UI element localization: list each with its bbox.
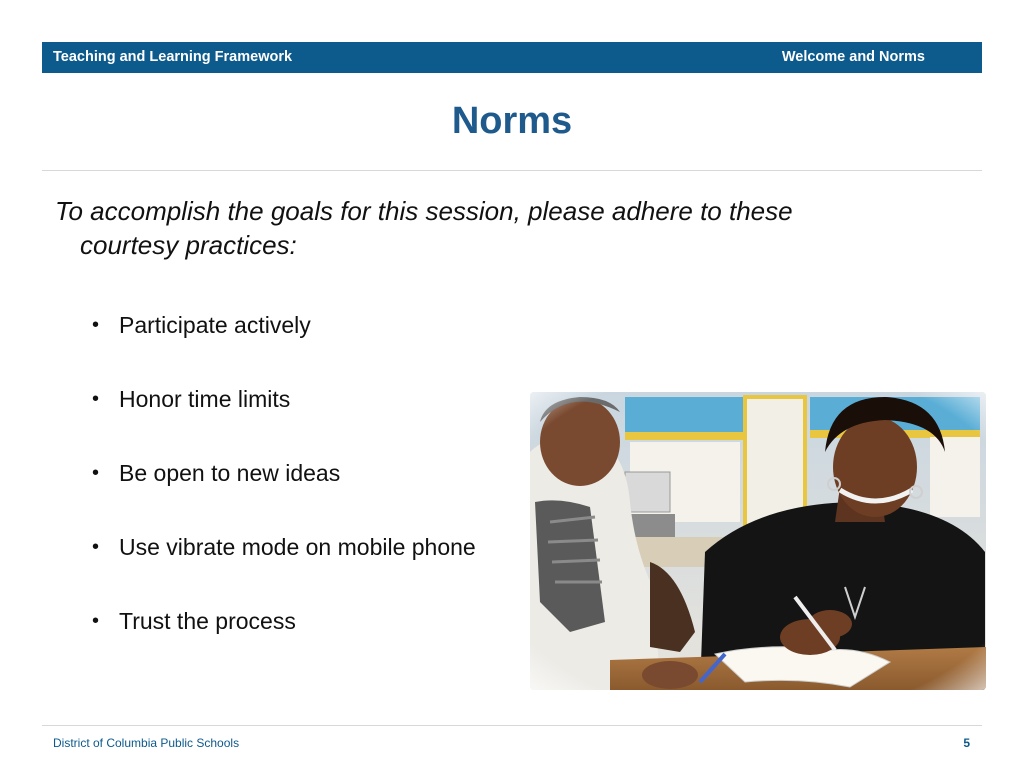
- bullet-marker: •: [92, 610, 100, 632]
- list-item-label: Participate actively: [119, 312, 311, 338]
- footer-organization: District of Columbia Public Schools: [53, 736, 240, 750]
- classroom-photo: [530, 392, 986, 690]
- list-item-label: Use vibrate mode on mobile phone: [119, 534, 476, 560]
- bullet-marker: •: [92, 388, 100, 410]
- bullet-marker: •: [92, 314, 100, 336]
- slide-title: Norms: [451, 100, 573, 142]
- footer-divider: [42, 725, 982, 726]
- header-bar: [42, 42, 982, 73]
- bullet-marker: •: [92, 536, 100, 558]
- page-number: 5: [963, 736, 970, 750]
- intro-line-1: To accomplish the goals for this session, please adhere to these: [55, 196, 793, 226]
- intro-line-2: courtesy practices:: [80, 230, 297, 260]
- framework-label: Teaching and Learning Framework: [53, 49, 293, 65]
- list-item-label: Honor time limits: [119, 386, 291, 412]
- section-label: Welcome and Norms: [781, 49, 925, 65]
- intro-text: [55, 194, 915, 262]
- list-item-label: Be open to new ideas: [119, 460, 341, 486]
- title-divider: [42, 170, 982, 171]
- list-item-label: Trust the process: [119, 608, 296, 634]
- photo-illustration: [530, 392, 986, 690]
- bullet-marker: •: [92, 462, 100, 484]
